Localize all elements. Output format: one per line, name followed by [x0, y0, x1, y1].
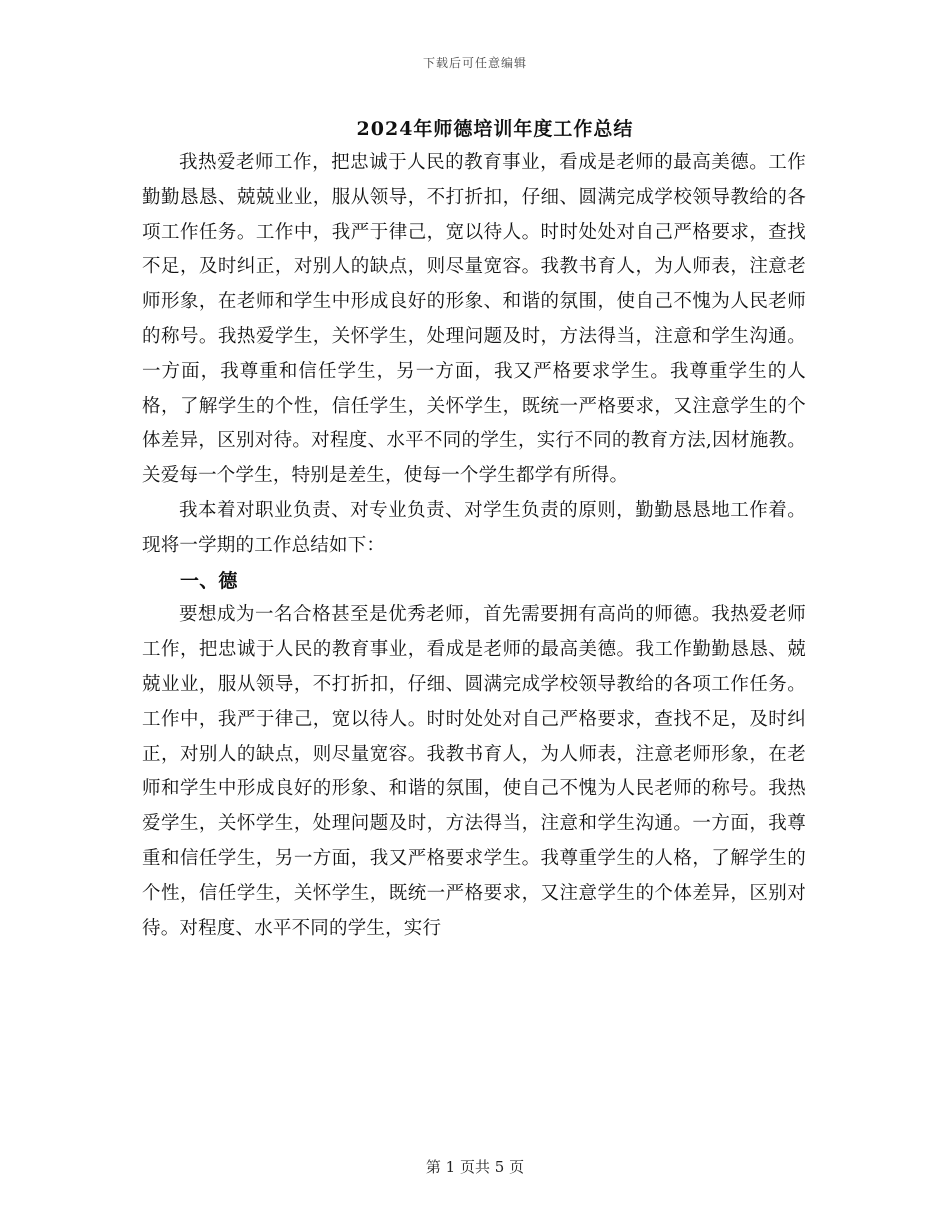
body-paragraph: 我本着对职业负责、对专业负责、对学生负责的原则，勤勤恳恳地工作着。现将一学期的工作总结如下： [142, 499, 806, 556]
body-paragraph: 我热爱老师工作，把忠诚于人民的教育事业，看成是老师的最高美德。工作勤勤恳恳、兢兢业业，服从领导，不打折扣，仔细、圆满完成学校领导教给的各项工作任务。工作中，我严于律己，宽以待人。时时处处对自己严格要求，查找不足，及时纠正，对别人的缺点，则尽量宽容。我教书育人，为人师表，注意老师形象，在老师和学生中形成良好的形象、和谐的氛围，使自己不愧为人民老师的称号。我热爱学生，关怀学生，处理问题及时，方法得当，注意和学生沟通。一方面，我尊重和信任学生，另一方面，我又严格要求学生。我尊重学生的人格，了解学生的个性，信任学生，关怀学生，既统一严格要求，又注意学生的个体差异，区别对待。对程度、水平不同的学生，实行不同的教育方法,因材施教。关爱每一个学生，特别是差生，使每一个学生都学有所得。 [142, 152, 806, 487]
section-heading: 一、德 [180, 569, 238, 592]
page-number: 第 1 页共 5 页 [425, 1158, 525, 1176]
body-paragraph: 要想成为一名合格甚至是优秀老师，首先需要拥有高尚的师德。我热爱老师工作，把忠诚于人民的教育事业，看成是老师的最高美德。我工作勤勤恳恳、兢兢业业，服从领导，不打折扣，仔细、圆满完成学校领导教给的各项工作任务。工作中，我严于律己，宽以待人。时时处处对自己严格要求，查找不足，及时纠正，对别人的缺点，则尽量宽容。我教书育人，为人师表，注意老师形象，在老师和学生中形成良好的形象、和谐的氛围，使自己不愧为人民老师的称号。我热爱学生，关怀学生，处理问题及时，方法得当，注意和学生沟通。一方面，我尊重和信任学生，另一方面，我又严格要求学生。我尊重学生的人格，了解学生的个性，信任学生，关怀学生，既统一严格要求，又注意学生的个体差异，区别对待。对程度、水平不同的学生，实行 [142, 604, 806, 939]
document-title: 2024年师德培训年度工作总结 [356, 118, 634, 140]
document-body [142, 146, 806, 946]
page-header: 下载后可任意编辑 [422, 56, 527, 70]
